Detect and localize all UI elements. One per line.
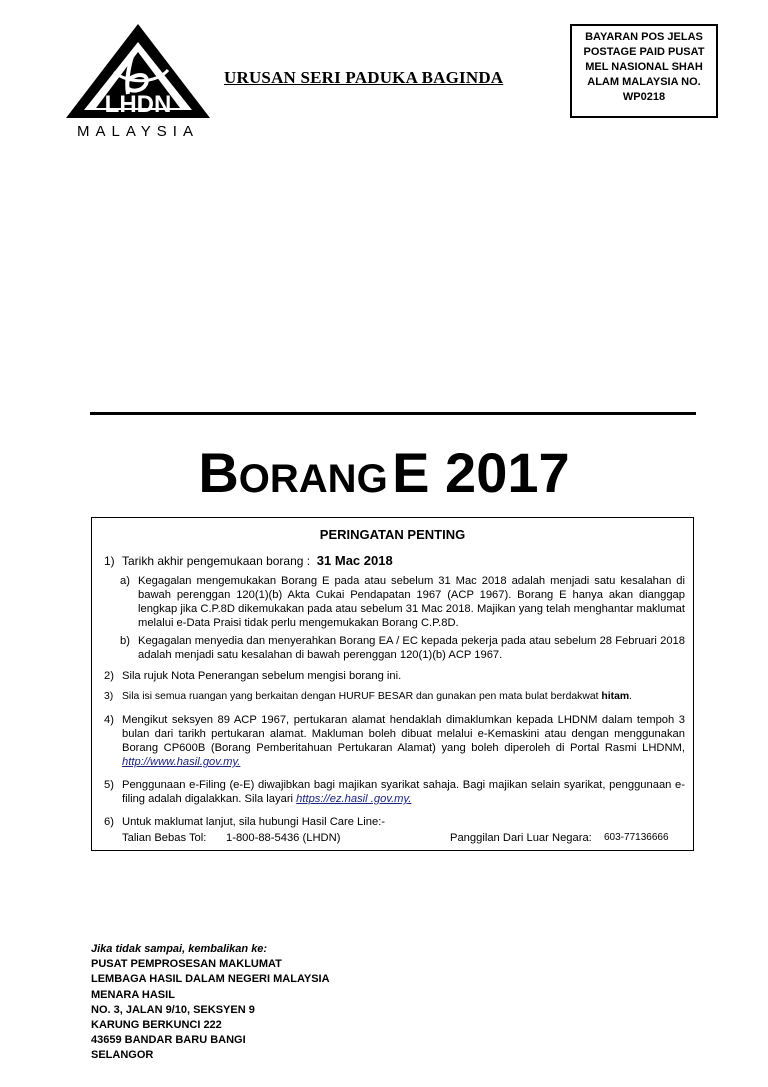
postage-line: WP0218 [622, 91, 666, 103]
logo-country: MALAYSIA [77, 123, 199, 140]
official-business-label: URUSAN SERI PADUKA BAGINDA [224, 68, 504, 87]
overseas-number: 603-77136666 [604, 832, 669, 843]
address-line: SELANGOR [91, 1049, 154, 1062]
title-first-letter: B [198, 441, 239, 504]
form-title [0, 440, 768, 505]
address-line: LEMBAGA HASIL DALAM NEGERI MALAYSIA [91, 973, 330, 986]
hotline-row [92, 831, 693, 845]
tollfree-label: Talian Bebas Tol: [122, 832, 207, 844]
notice-item-2: 2) Sila rujuk Nota Penerangan sebelum mengisi borang ini. [104, 670, 402, 682]
postage-line: BAYARAN POS JELAS [585, 31, 703, 43]
postage-line: ALAM MALAYSIA NO. [587, 76, 701, 88]
logo-text: LHDN [104, 91, 172, 118]
notice-item-3: 3) Sila isi semua ruangan yang berkaitan dengan HURUF BESAR dan gunakan pen mata bulat berdakwat hitam. [104, 691, 633, 702]
address-line: MENARA HASIL [91, 988, 175, 1001]
deadline-label: Tarikh akhir pengemukaan borang : [122, 554, 311, 568]
notice-item-6: 6) Untuk maklumat lanjut, sila hubungi Hasil Care Line:- [104, 816, 386, 828]
efiling-link[interactable]: https://ez.hasil .gov.my. [296, 793, 412, 805]
address-line: NO. 3, JALAN 9/10, SEKSYEN 9 [91, 1003, 255, 1016]
notice-item-4: 4) Mengikut seksyen 89 ACP 1967, pertukaran alamat hendaklah dimaklumkan kepada LHDNM dalam tempoh 3 bulan dari tarikh pertukaran alamat. Makluman boleh dibuat melalui e-Kemaskini atau dengan menggunakan Borang CP600B (Borang Pemberitahuan Pertukaran Alamat) yang boleh diperoleh di Portal Rasmi LHDNM, http://www.hasil.gov.my. [104, 714, 685, 768]
lhdn-logo [58, 22, 218, 140]
notice-item-5: 5) Penggunaan e-Filing (e-E) diwajibkan bagi majikan syarikat sahaja. Bagi majikan selain syarikat, penggunaan e-filing adalah digalakkan. Sila layari https://ez.hasil .gov.my. [104, 779, 685, 805]
address-line: KARUNG BERKUNCI 222 [91, 1019, 222, 1032]
return-address [91, 942, 330, 1064]
tollfree-number: 1-800-88-5436 (LHDN) [226, 832, 341, 844]
notice-heading: PERINGATAN PENTING [319, 527, 466, 542]
postage-line: MEL NASIONAL SHAH [585, 61, 703, 73]
postage-line: POSTAGE PAID PUSAT [583, 46, 705, 58]
return-intro: Jika tidak sampai, kembalikan ke: [91, 943, 268, 955]
portal-link[interactable]: http://www.hasil.gov.my. [122, 756, 241, 768]
address-line: 43659 BANDAR BARU BANGI [91, 1034, 246, 1047]
deadline-date: 31 Mac 2018 [316, 553, 393, 568]
notice-item-1b: b) Kegagalan menyedia dan menyerahkan Borang EA / EC kepada pekerja pada atau sebelum 28 Februari 2018 adalah menjadi satu kesalahan di bawah perenggan 120(1)(b) ACP 1967. [120, 635, 685, 661]
title-divider [90, 412, 696, 415]
notice-item-1a: a) Kegagalan mengemukakan Borang E pada atau sebelum 31 Mac 2018 adalah menjadi satu kesalahan di bawah perenggan 120(1)(b) Akta Cukai Pendapatan 1967 (ACP 1967). Borang E hanya akan dianggap lengkap jika C.P.8D dikemukakan pada atau sebelum 31 Mac 2018. Majikan yang telah menghantar maklumat melalui e-Data Praisi tidak perlu mengemukakan Borang C.P.8D. [120, 575, 685, 629]
title-suffix: E 2017 [392, 441, 570, 504]
title-rest: ORANG [238, 457, 388, 501]
postage-paid-box [570, 24, 718, 118]
notice-item-1: 1) Tarikh akhir pengemukaan borang : 31 Mac 2018 [104, 553, 393, 568]
overseas-label: Panggilan Dari Luar Negara: [450, 832, 592, 844]
address-line: PUSAT PEMPROSESAN MAKLUMAT [91, 958, 282, 971]
important-notice-box [91, 517, 694, 851]
